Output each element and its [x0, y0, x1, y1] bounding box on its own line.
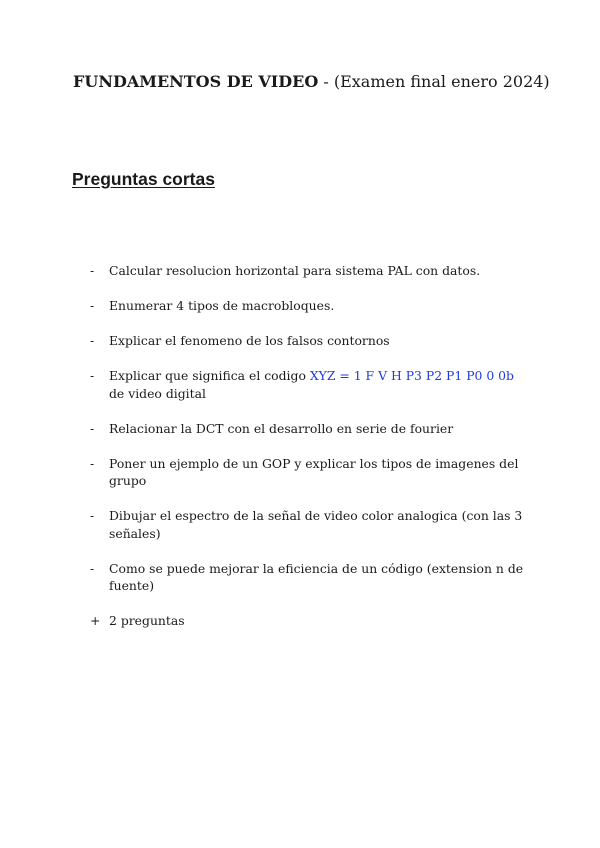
list-marker: -	[90, 420, 95, 436]
list-marker: -	[90, 263, 95, 278]
list-marker: +	[90, 613, 101, 628]
question-item	[90, 262, 530, 280]
question-text: Relacionar la DCT con el desarrollo en serie de fourier	[109, 420, 454, 436]
question-item	[90, 455, 530, 490]
question-item	[90, 297, 530, 315]
question-text: Enumerar 4 tipos de macrobloques.	[109, 298, 335, 313]
question-item	[90, 507, 530, 542]
question-text: Dibujar el espectro de la señal de video color analogica (con las 3 señales)	[109, 508, 523, 541]
list-marker: -	[90, 508, 95, 523]
question-text: 2 preguntas	[109, 613, 185, 628]
list-marker: -	[90, 333, 95, 348]
question-text: Como se puede mejorar la eficiencia de un código (extension n de fuente)	[109, 560, 524, 593]
list-marker: -	[90, 560, 95, 576]
list-marker: -	[90, 455, 95, 471]
document-title-exam: - (Examen final enero 2024)	[318, 72, 550, 91]
question-item	[90, 560, 530, 595]
question-text-after-code: de video digital	[109, 385, 206, 401]
list-marker: -	[90, 368, 95, 383]
question-text: Explicar el fenomeno de los falsos contornos	[109, 333, 390, 348]
section-heading: Preguntas cortas	[72, 169, 215, 189]
question-text: Poner un ejemplo de un GOP y explicar los tipos de imagenes del grupo	[109, 455, 519, 488]
question-item	[90, 332, 530, 350]
question-text-before-code: Explicar que significa el codigo	[109, 368, 310, 383]
question-item	[90, 367, 530, 402]
document-title	[73, 71, 550, 93]
question-item	[90, 612, 530, 630]
list-marker: -	[90, 298, 95, 313]
question-item	[90, 420, 530, 438]
question-list	[90, 262, 530, 647]
question-text: Calcular resolucion horizontal para sistema PAL con datos.	[109, 263, 481, 278]
digital-video-code: XYZ = 1 F V H P3 P2 P1 P0 0 0b	[309, 368, 514, 383]
document-title-subject: FUNDAMENTOS DE VIDEO	[73, 72, 319, 91]
